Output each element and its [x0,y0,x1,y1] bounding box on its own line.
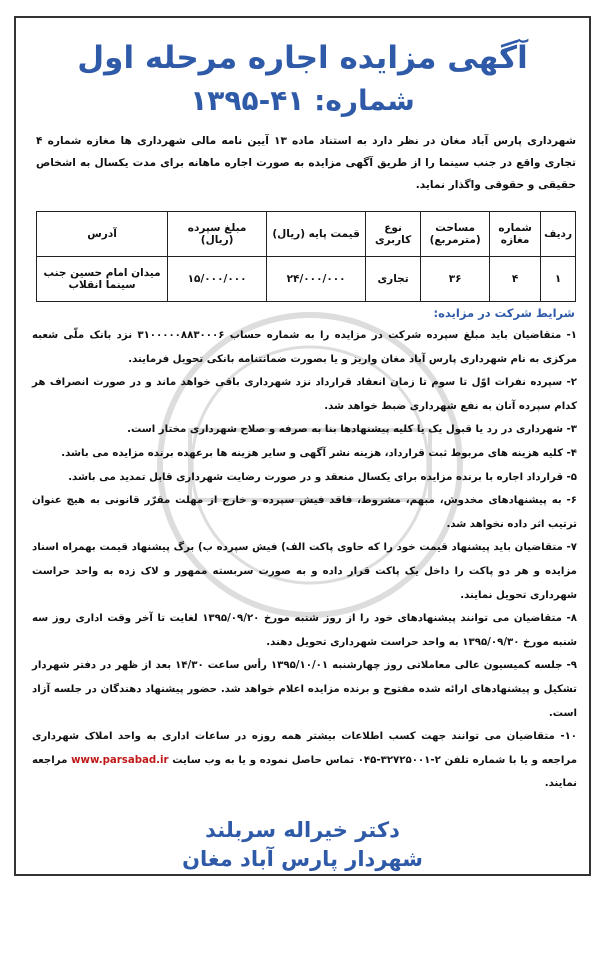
cell-address: میدان امام حسین جنب سینما انقلاب [37,257,168,302]
condition-item: ۵- قرارداد اجاره با برنده مزایده برای یکسال منعقد و در صورت رضایت شهرداری قابل تمدید می باشد. [68,471,577,483]
condition-10-end: مراجعه نمایند. [32,754,577,790]
condition-item: ۳- شهرداری در رد یا قبول یک یا کلیه پیشنهادها بنا به صرفه و صلاح شهرداری مختار است. [127,424,577,436]
signature-name: دکتر خیراله سربلند [205,818,400,842]
signature-role: شهردار پارس آباد مغان [182,847,423,871]
col-shop-number: شماره مغازه [490,212,541,257]
notice-number: شماره: ۴۱-۱۳۹۵ [190,84,415,117]
col-row-number: ردیف [541,212,576,257]
auction-table [36,211,576,302]
cell-usage: تجاری [366,257,421,302]
condition-item: ۷- متقاضیان باید پیشنهاد قیمت خود را که حاوی پاکت الف) فیش سپرده ب) برگ پیشنهاد قیمت بهمراه اسناد مزایده و هر دو پاکت را داخل یک پاکت قرار داده و به صورت سربسته ممهور و لاک زده به واحد حراست شهرداری تحویل نمایند. [32,542,577,601]
cell-area: ۳۶ [421,257,490,302]
col-deposit: مبلغ سپرده (ریال) [168,212,267,257]
notice-title: آگهی مزایده اجاره مرحله اول [77,40,528,76]
cell-shop-number: ۴ [490,257,541,302]
condition-item: ۴- کلیه هزینه های مربوط ثبت قرارداد، هزینه نشر آگهی و سایر هزینه ها برعهده برنده مزایده می باشد. [61,447,577,459]
intro-paragraph: شهرداری پارس آباد مغان در نظر دارد به استناد ماده ۱۳ آیین نامه مالی شهرداری ها مغازه شماره ۴ تجاری واقع در جنب سینما را از طریق آگهی مزایده به صورت اجاره ماهانه برای مدت یکسال به اشخاص حقیقی و حقوقی واگذار نماید. [36,135,576,191]
condition-item: ۱- متقاضیان باید مبلغ سپرده شرکت در مزایده را به شماره حساب ۳۱۰۰۰۰۰۸۸۳۰۰۰۶ نزد بانک ملّی شعبه مرکزی به نام شهرداری پارس آباد مغان واریز و یا بصورت ضمانتنامه بانکی تحویل فرمایند. [32,330,577,365]
table-row [37,257,576,302]
condition-10-text: ۱۰- متقاضیان می توانند جهت کسب اطلاعات بیشتر همه روزه در ساعات اداری به واحد املاک شهرداری مراجعه و یا با شماره تلفن ۲-۳۲۷۲۵۰۰۱-۰۴۵ تماس حاصل نموده و یا به وب سایت [32,731,578,766]
cell-base-price: ۲۴/۰۰۰/۰۰۰ [267,257,366,302]
col-area: مساحت (مترمربع) [421,212,490,257]
col-usage: نوع کاربری [366,212,421,257]
website-link[interactable]: www.parsabad.ir [71,754,169,766]
col-base-price: قیمت پایه (ریال) [267,212,366,257]
cell-deposit: ۱۵/۰۰۰/۰۰۰ [168,257,267,302]
table-header-row [37,212,576,257]
conditions-list [32,324,577,796]
conditions-title: شرایط شرکت در مزایده: [433,306,575,320]
condition-item-10 [32,725,577,796]
col-address: آدرس [37,212,168,257]
condition-item: ۶- به پیشنهادهای مخدوش، مبهم، مشروط، فاقد فیش سپرده و خارج از مهلت مقرّر قانونی به هیچ عنوان ترتیب اثر داده نخواهد شد. [32,495,577,530]
condition-item: ۹- جلسه کمیسیون عالی معاملاتی روز چهارشنبه ۱۳۹۵/۱۰/۰۱ رأس ساعت ۱۴/۳۰ بعد از ظهر در دفتر شهردار تشکیل و پیشنهادهای ارائه شده مفتوح و برنده مزایده اعلام خواهد شد. حضور پیشنهاد دهندگان در جلسه آزاد است. [32,660,577,719]
condition-item: ۸- متقاضیان می توانند پیشنهادهای خود را از روز شنبه مورخ ۱۳۹۵/۰۹/۲۰ لغایت تا آخر وقت اداری روز سه شنبه مورخ ۱۳۹۵/۰۹/۳۰ به واحد حراست شهرداری تحویل دهند. [32,613,577,648]
condition-item: ۲- سپرده نفرات اوّل تا سوم تا زمان انعقاد قرارداد نزد شهرداری باقی خواهد ماند و در صورت انصراف هر کدام سپرده آنان به نفع شهرداری ضبط خواهد شد. [32,377,577,412]
cell-row-number: ۱ [541,257,576,302]
